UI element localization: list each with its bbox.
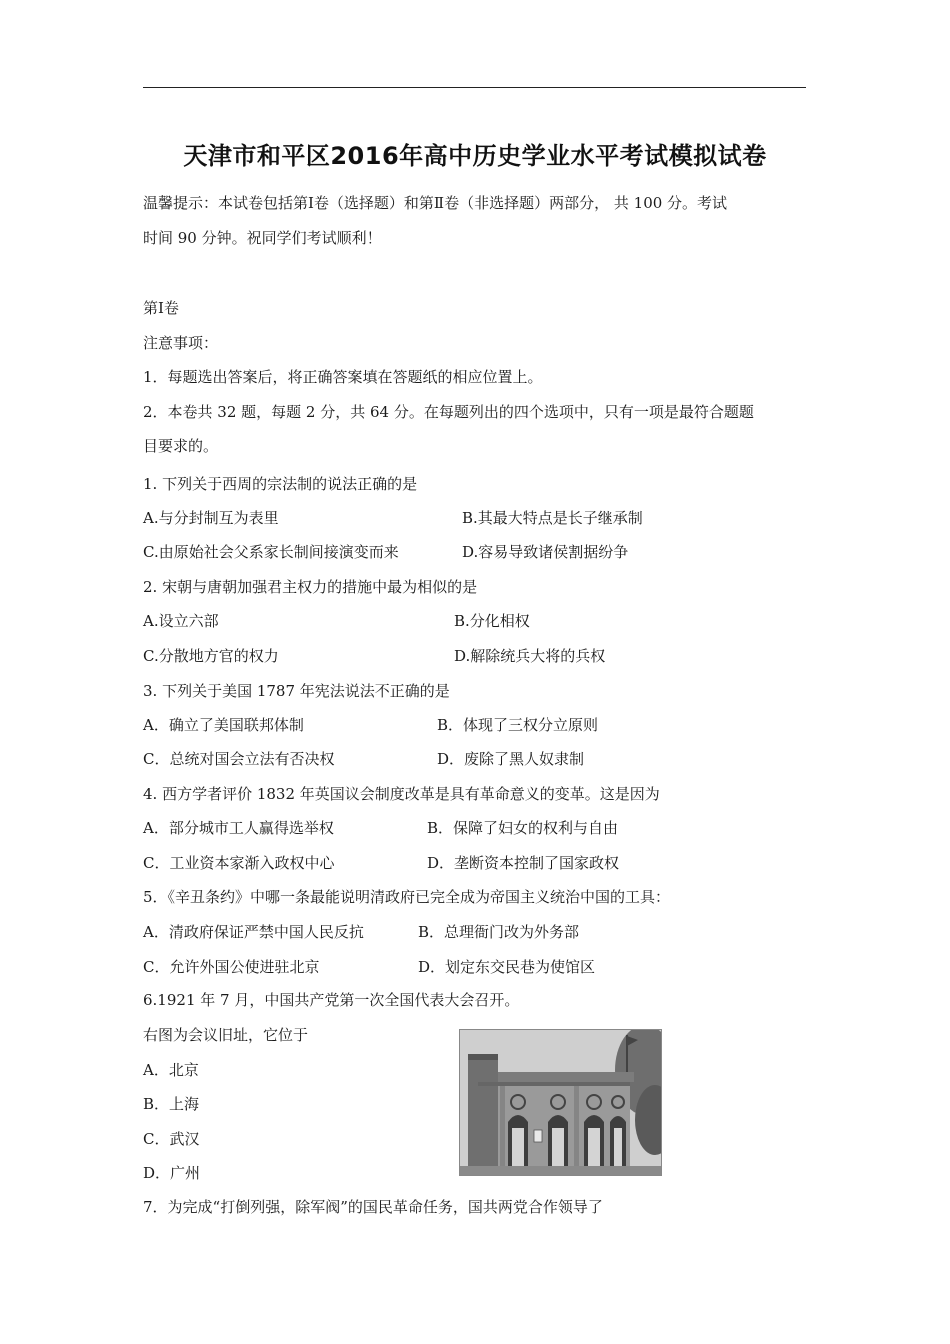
question-4-option-a: A．部分城市工人赢得选举权 [143, 819, 334, 837]
meeting-site-photo [459, 1029, 662, 1176]
question-1-option-d: D.容易导致诸侯割据纷争 [462, 543, 629, 561]
question-2-stem: 2. 宋朝与唐朝加强君主权力的措施中最为相似的是 [143, 578, 478, 596]
question-6-option-a: A．北京 [143, 1061, 199, 1079]
note-2-line-2: 目要求的。 [143, 437, 219, 455]
intro-line-1: 温馨提示：本试卷包括第Ⅰ卷（选择题）和第Ⅱ卷（非选择题）两部分， 共 100 分。考试 [143, 194, 728, 212]
question-4-option-b: B．保障了妇女的权利与自由 [427, 819, 619, 837]
question-5-option-b: B．总理衙门改为外务部 [418, 923, 580, 941]
question-5-stem: 5．《辛丑条约》中哪一条最能说明清政府已完全成为帝国主义统治中国的工具： [143, 888, 671, 906]
question-5-option-a: A．清政府保证严禁中国人民反抗 [143, 923, 364, 941]
question-6-option-c: C．武汉 [143, 1130, 200, 1148]
question-6-option-b: B．上海 [143, 1095, 200, 1113]
question-3-stem: 3. 下列关于美国 1787 年宪法说法不正确的是 [143, 682, 450, 700]
question-3-option-c: C．总统对国会立法有否决权 [143, 750, 335, 768]
note-1: 1．每题选出答案后，将正确答案填在答题纸的相应位置上。 [143, 368, 543, 386]
question-4-stem: 4. 西方学者评价 1832 年英国议会制度改革是具有革命意义的变革。这是因为 [143, 785, 660, 803]
section-heading: 第Ⅰ卷 [143, 299, 179, 317]
page-title: 天津市和平区2016年高中历史学业水平考试模拟试卷 [183, 142, 767, 170]
question-1-option-a: A.与分封制互为表里 [143, 509, 279, 527]
question-7-stem: 7．为完成“打倒列强，除军阀”的国民革命任务，国共两党合作领导了 [143, 1198, 603, 1216]
question-1-stem: 1. 下列关于西周的宗法制的说法正确的是 [143, 475, 418, 493]
header-rule [143, 87, 806, 88]
question-6-stem-2: 右图为会议旧址，它位于 [143, 1026, 309, 1044]
question-6-stem: 6.1921 年 7 月，中国共产党第一次全国代表大会召开。 [143, 991, 520, 1009]
question-2-option-b: B.分化相权 [454, 612, 530, 630]
question-2-option-c: C.分散地方官的权力 [143, 647, 279, 665]
question-1-option-c: C.由原始社会父系家长制间接演变而来 [143, 543, 399, 561]
question-1-option-b: B.其最大特点是长子继承制 [462, 509, 643, 527]
question-6-option-d: D．广州 [143, 1164, 201, 1182]
question-5-option-c: C．允许外国公使进驻北京 [143, 958, 320, 976]
question-3-option-b: B．体现了三权分立原则 [437, 716, 599, 734]
intro-line-2: 时间 90 分钟。祝同学们考试顺利！ [143, 229, 382, 247]
question-2-option-d: D.解除统兵大将的兵权 [454, 647, 606, 665]
notes-heading: 注意事项： [143, 334, 219, 352]
note-2-line-1: 2．本卷共 32 题，每题 2 分，共 64 分。在每题列出的四个选项中，只有一项是最符合题题 [143, 403, 754, 421]
question-3-option-d: D．废除了黑人奴隶制 [437, 750, 585, 768]
question-2-option-a: A.设立六部 [143, 612, 219, 630]
question-4-option-c: C．工业资本家渐入政权中心 [143, 854, 335, 872]
question-3-option-a: A．确立了美国联邦体制 [143, 716, 304, 734]
question-4-option-d: D．垄断资本控制了国家政权 [427, 854, 620, 872]
question-5-option-d: D．划定东交民巷为使馆区 [418, 958, 596, 976]
